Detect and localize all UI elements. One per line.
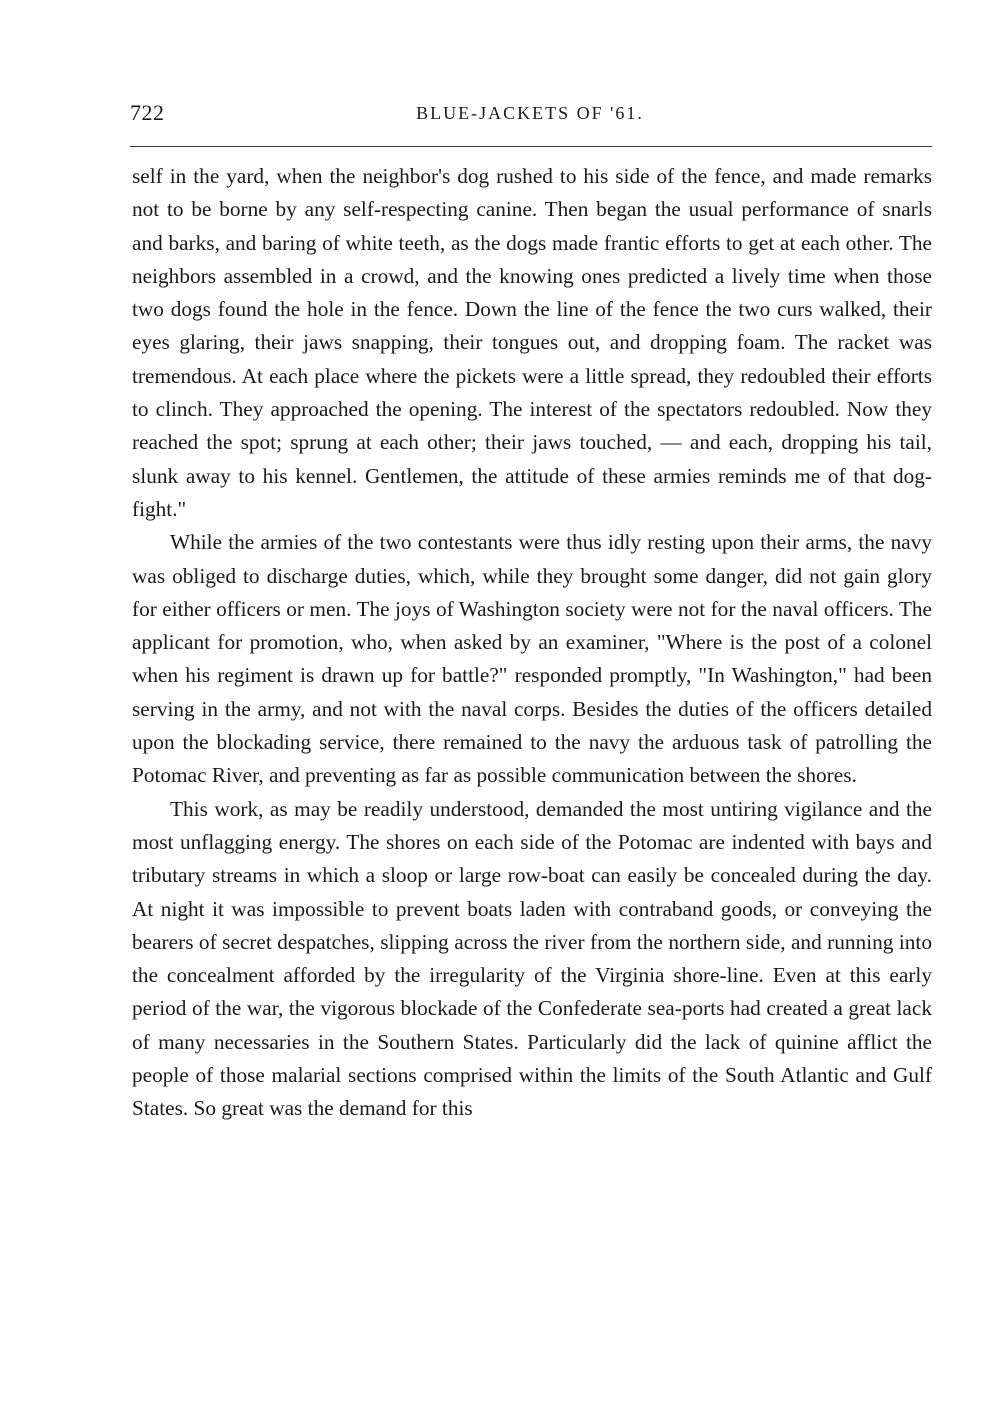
- header-rule: [130, 146, 932, 147]
- body-text: [132, 160, 932, 1126]
- page-number: 722: [130, 100, 165, 125]
- page-header: [130, 100, 930, 134]
- paragraph-continued: self in the yard, when the neighbor's dog rushed to his side of the fence, and made remarks not to be borne by any self-respecting canine. Then began the usual performance of snarls and barks, and baring of white teeth, as the dogs made frantic efforts to get at each other. The neighbors assembled in a crowd, and the knowing ones predicted a lively time when those two dogs found the hole in the fence. Down the line of the fence the two curs walked, their eyes glaring, their jaws snapping, their tongues out, and dropping foam. The racket was tremendous. At each place where the pickets were a little spread, they redoubled their efforts to clinch. They approached the opening. The interest of the spectators redoubled. Now they reached the spot; sprung at each other; their jaws touched, — and each, dropping his tail, slunk away to his kennel. Gentlemen, the attitude of these armies reminds me of that dog-fight.": [132, 164, 932, 521]
- paragraph-potomac-patrol: This work, as may be readily understood, demanded the most untiring vigilance and the most unflagging energy. The shores on each side of the Potomac are indented with bays and tributary streams in which a sloop or large row-boat can easily be concealed during the day. At night it was impossible to prevent boats laden with contraband goods, or conveying the bearers of secret despatches, slipping across the river from the northern side, and running into the concealment afforded by the irregularity of the Virginia shore-line. Even at this early period of the war, the vigorous blockade of the Confederate sea-ports had created a great lack of many necessaries in the Southern States. Particularly did the lack of quinine afflict the people of those malarial sections comprised within the limits of the South Atlantic and Gulf States. So great was the demand for this: [132, 796, 932, 1121]
- paragraph-navy-duties: While the armies of the two contestants were thus idly resting upon their arms, the navy was obliged to discharge duties, which, while they brought some danger, did not gain glory for either officers or men. The joys of Washington society were not for the naval officers. The applicant for promotion, who, when asked by an examiner, "Where is the post of a colonel when his regiment is drawn up for battle?" responded promptly, "In Washington," had been serving in the army, and not with the naval corps. Besides the duties of the officers detailed upon the blockading service, there remained to the navy the arduous task of patrolling the Potomac River, and preventing as far as possible communication between the shores.: [132, 530, 932, 788]
- running-head: BLUE-JACKETS OF '61.: [416, 103, 644, 123]
